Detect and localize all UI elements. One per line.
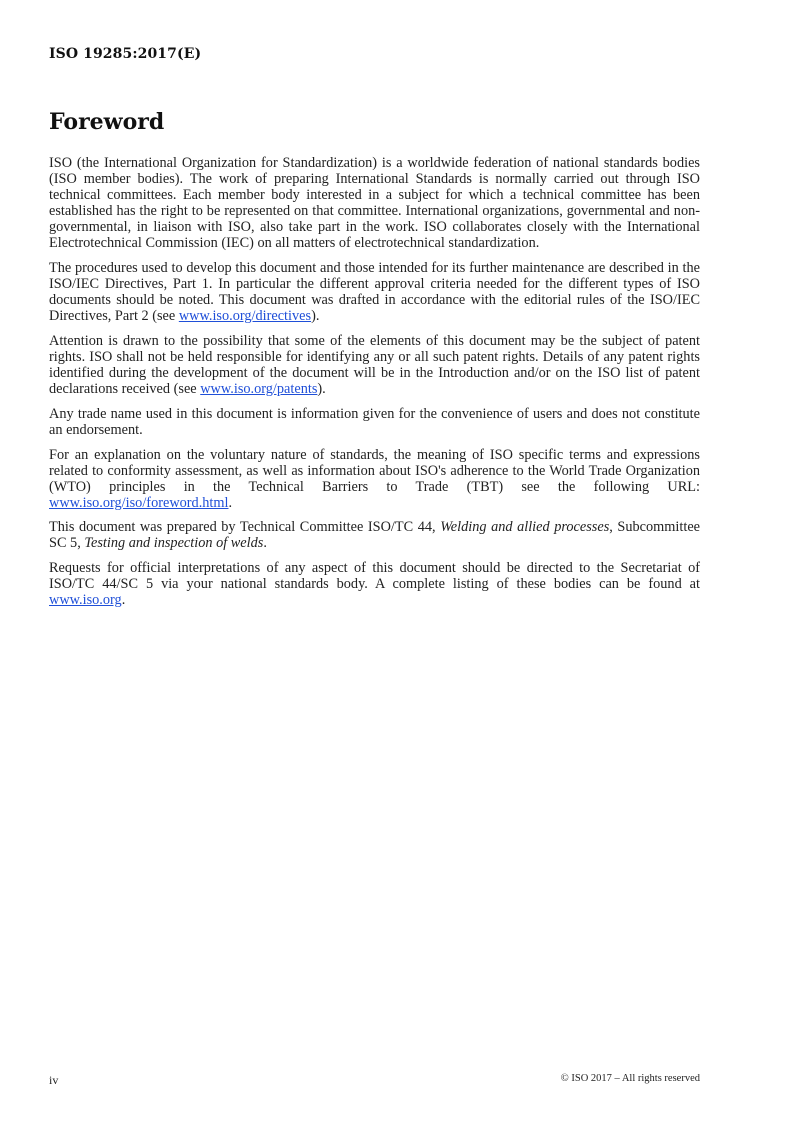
committee-title: Welding and allied processes [440, 519, 610, 536]
patents-link[interactable]: www.iso.org/patents [200, 381, 318, 398]
paragraph-text: ). [311, 308, 320, 325]
paragraph-text: . [228, 494, 233, 511]
paragraph-iso-intro [49, 155, 700, 252]
paragraph-text: This document was prepared by Technical Committee ISO/TC 44, [49, 519, 441, 536]
copyright-notice: © ISO 2017 – All rights reserved [560, 1073, 700, 1084]
paragraph-text: Requests for official interpretations of any aspect of this document should be directed to the Secretariat of ISO/TC 44/SC 5 via your national standards body. A complete listing of these bodies can be found at [49, 560, 700, 593]
paragraph-text: The procedures used to develop this document and those intended for its further maintenance are described in the ISO/IEC Directives, Part 1. In particular the different approval criteria needed for the different types of ISO documents should be noted. This document was drafted in accordance with the editorial rules of the ISO/IEC Directives, Part 2 (see [49, 260, 700, 325]
foreword-body [49, 155, 700, 617]
paragraph-text: For an explanation on the voluntary nature of standards, the meaning of ISO specific terms and expressions related to conformity assessment, as well as information about ISO's adherence to the World Trade Organization (WTO) principles in the Technical Barriers to Trade (TBT) see the following URL: [49, 446, 700, 495]
paragraph-trade-name [49, 406, 700, 438]
paragraph-text: ISO (the International Organization for Standardization) is a worldwide federation of national standards bodies (ISO member bodies). The work of preparing International Standards is normally carried out through ISO technical committees. Each member body interested in a subject for which a technical committee has been established has the right to be represented on that committee. International organizations, governmental and non-governmental, in liaison with ISO, also take part in the work. ISO collaborates closely with the International Electrotechnical Commission (IEC) on all matters of electrotechnical standardization. [49, 155, 700, 252]
paragraph-voluntary-nature [49, 447, 700, 511]
paragraph-text: . [263, 535, 267, 552]
paragraph-text: . [121, 592, 126, 609]
page-title: Foreword [49, 109, 165, 135]
paragraph-text: , Subcommittee SC 5, [49, 519, 701, 552]
foreword-link[interactable]: www.iso.org/iso/foreword.html [49, 494, 229, 511]
paragraph-text: Any trade name used in this document is information given for the convenience of users and does not constitute an endorsement. [49, 405, 700, 438]
document-id: ISO 19285:2017(E) [49, 46, 202, 62]
page-number: iv [49, 1073, 59, 1087]
paragraph-committee [49, 519, 700, 551]
paragraph-text: ). [317, 381, 326, 398]
paragraph-patents [49, 333, 700, 397]
paragraph-requests [49, 560, 700, 608]
paragraph-text: Attention is drawn to the possibility that some of the elements of this document may be the subject of patent rights. ISO shall not be held responsible for identifying any or all such patent rights. Details of any patent rights identified during the development of the document will be in the Introduction and/or on the ISO list of patent declarations received (see [49, 332, 700, 398]
subcommittee-title: Testing and inspection of welds [84, 535, 264, 552]
iso-home-link[interactable]: www.iso.org [49, 592, 122, 609]
paragraph-procedures [49, 260, 700, 324]
directives-link[interactable]: www.iso.org/directives [178, 308, 312, 325]
